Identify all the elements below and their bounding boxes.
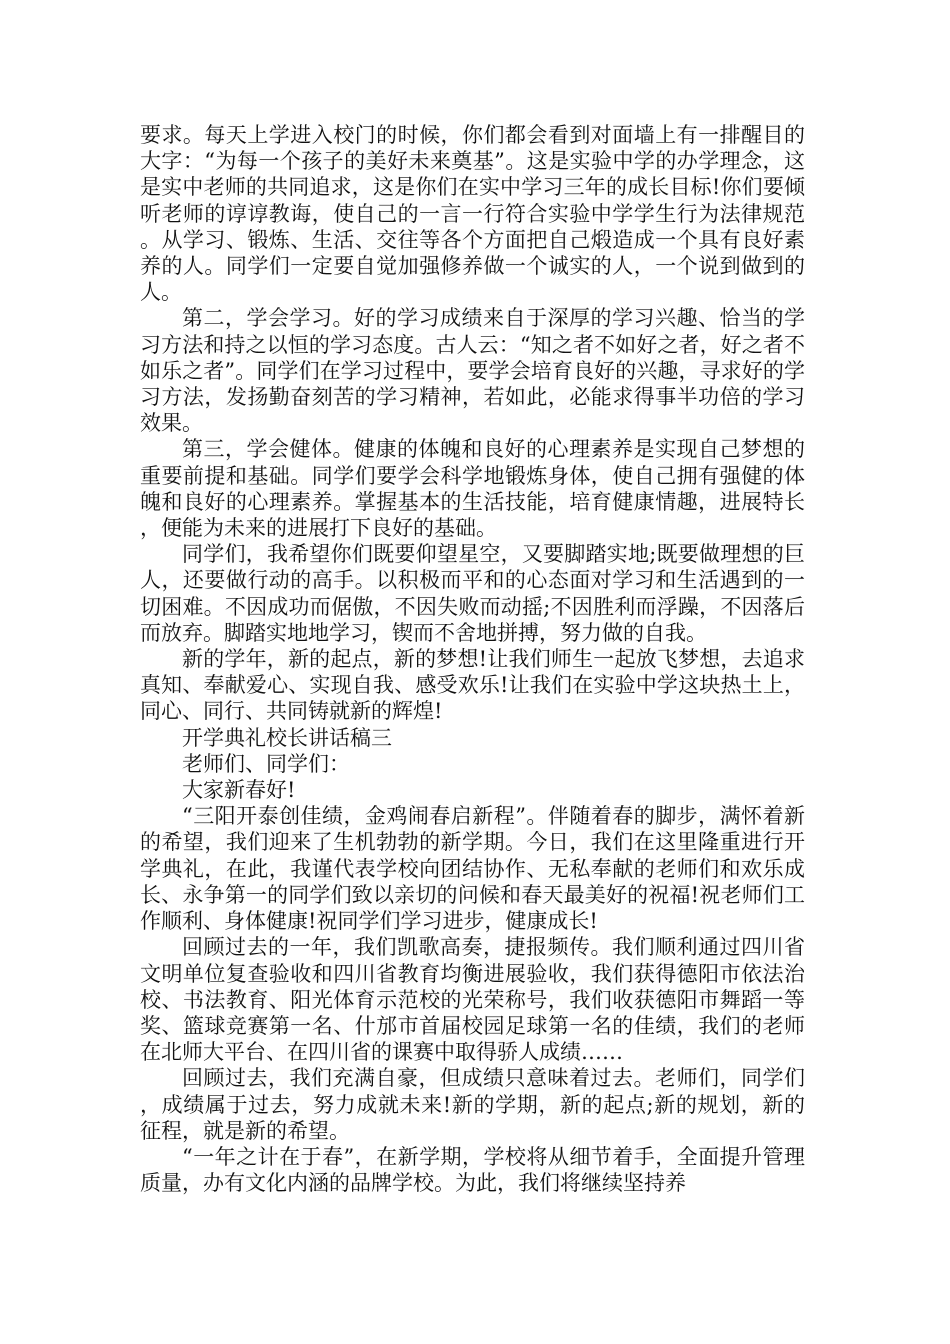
paragraph: “一年之计在于春”，在新学期，学校将从细节着手，全面提升管理质量，办有文化内涵的品牌学校。为此，我们将继续坚持养 [140,1144,805,1196]
paragraph: 要求。每天上学进入校门的时候，你们都会看到对面墙上有一排醒目的大字：“为每一个孩子的美好未来奠基”。这是实验中学的办学理念，这是实中老师的共同追求，这是你们在实中学习三年的成长目标!你们要倾听老师的谆谆教诲，使自己的一言一行符合实验中学学生行为法律规范。从学习、锻炼、生活、交往等各个方面把自己煅造成一个具有良好素养的人。同学们一定要自觉加强修养做一个诚实的人，一个说到做到的人。 [140,123,805,305]
paragraph: 第三，学会健体。健康的体魄和良好的心理素养是实现自己梦想的重要前提和基础。同学们要学会科学地锻炼身体，使自己拥有强健的体魄和良好的心理素养。掌握基本的生活技能，培育健康情趣，进展特长，便能为未来的进展打下良好的基础。 [140,437,805,541]
paragraph: 新的学年，新的起点，新的梦想!让我们师生一起放飞梦想，去追求真知、奉献爱心、实现自我、感受欢乐!让我们在实验中学这块热土上，同心、同行、共同铸就新的辉煌! [140,647,805,724]
paragraph: 回顾过去，我们充满自豪，但成绩只意味着过去。老师们，同学们，成绩属于过去，努力成就未来!新的学期，新的起点;新的规划，新的征程，就是新的希望。 [140,1066,805,1143]
paragraph: 同学们，我希望你们既要仰望星空，又要脚踏实地;既要做理想的巨人，还要做行动的高手。以积极而平和的心态面对学习和生活遇到的一切困难。不因成功而倨傲，不因失败而动摇;不因胜利而浮躁，不因落后而放弃。脚踏实地地学习，锲而不舍地拼搏，努力做的自我。 [140,542,805,645]
section-heading: 开学典礼校长讲话稿三 [182,725,392,750]
salutation: 老师们、同学们： [182,751,350,776]
paragraph: 回顾过去的一年，我们凯歌高奏，捷报频传。我们顺利通过四川省文明单位复查验收和四川省教育均衡进展验收，我们获得德阳市依法治校、书法教育、阳光体育示范校的光荣称号，我们收获德阳市舞蹈一等奖、篮球竞赛第一名、什邡市首届校园足球第一名的佳绩，我们的老师在北师大平台、在四川省的课赛中取得骄人成绩…… [140,935,805,1065]
document-page [140,122,805,1196]
greeting: 大家新春好! [182,778,296,803]
paragraph: 第二，学会学习。好的学习成绩来自于深厚的学习兴趣、恰当的学习方法和持之以恒的学习态度。古人云：“知之者不如好之者，好之者不如乐之者”。同学们在学习过程中，要学会培育良好的兴趣，寻求好的学习方法，发扬勤奋刻苦的学习精神，若如此，必能求得事半功倍的学习效果。 [140,306,805,436]
paragraph: “三阳开泰创佳绩，金鸡闹春启新程”。伴随着春的脚步，满怀着新的希望，我们迎来了生机勃勃的新学期。今日，我们在这里隆重进行开学典礼，在此，我谨代表学校向团结协作、无私奉献的老师们和欢乐成长、永争第一的同学们致以亲切的问候和春天最美好的祝福!祝老师们工作顺利、身体健康!祝同学们学习进步，健康成长! [140,804,805,934]
